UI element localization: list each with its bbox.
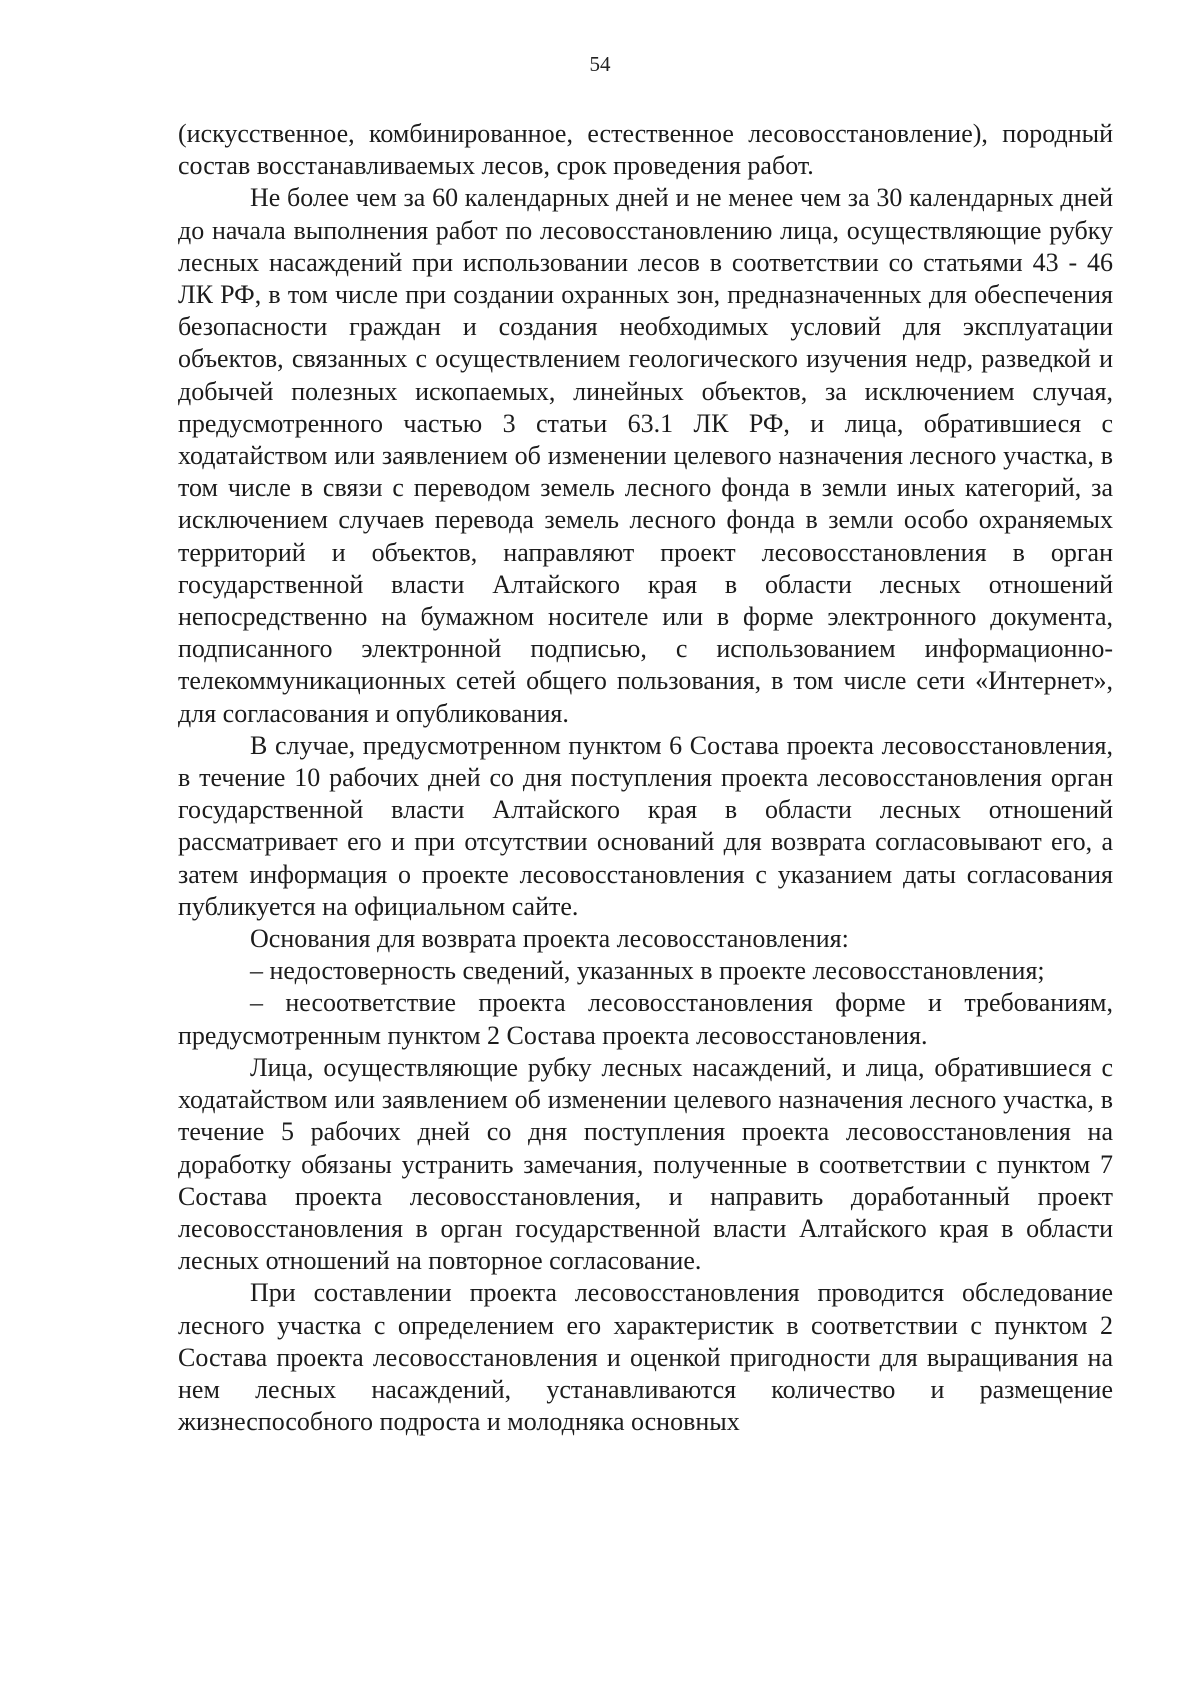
- paragraph: Не более чем за 60 календарных дней и не менее чем за 30 календарных дней до начала выполнения работ по лесовосстановлению лица, осуществляющие рубку лесных насаждений при использовании лесов в соответствии со статьями 43 - 46 ЛК РФ, в том числе при создании охранных зон, предназначенных для обеспечения безопасности граждан и создания необходимых условий для эксплуатации объектов, связанных с осуществлением геологического изучения недр, разведкой и добычей полезных ископаемых, линейных объектов, за исключением случая, предусмотренного частью 3 статьи 63.1 ЛК РФ, и лица, обратившиеся с ходатайством или заявлением об изменении целевого назначения лесного участка, в том числе в связи с переводом земель лесного фонда в земли иных категорий, за исключением случаев перевода земель лесного фонда в земли особо охраняемых территорий и объектов, направляют проект лесовосстановления в орган государственной власти Алтайского края в области лесных отношений непосредственно на бумажном носителе или в форме электронного документа, подписанного электронной подписью, с использованием информационно-телекоммуникационных сетей общего пользования, в том числе сети «Интернет», для согласования и опубликования.: [178, 183, 1113, 728]
- paragraph: В случае, предусмотренном пунктом 6 Состава проекта лесовосстановления, в течение 10 рабочих дней со дня поступления проекта лесовосстановления орган государственной власти Алтайского края в области лесных отношений рассматривает его и при отсутствии оснований для возврата согласовывают его, а затем информация о проекте лесовосстановления с указанием даты согласования публикуется на официальном сайте.: [178, 730, 1113, 921]
- paragraph: При составлении проекта лесовосстановления проводится обследование лесного участка с определением его характеристик в соответствии с пунктом 2 Состава проекта лесовосстановления и оценкой пригодности для выращивания на нем лесных насаждений, устанавливаются количество и размещение жизнеспособного подроста и молодняка основных: [178, 1278, 1113, 1437]
- paragraph: (искусственное, комбинированное, естественное лесовосстановление), породный состав восстанавливаемых лесов, срок проведения работ.: [178, 119, 1113, 181]
- page-number: 54: [589, 52, 611, 76]
- list-item: – несоответствие проекта лесовосстановления форме и требованиям, предусмотренным пунктом 2 Состава проекта лесовосстановления.: [178, 988, 1113, 1050]
- paragraph: Основания для возврата проекта лесовосстановления:: [250, 924, 849, 954]
- list-item: – недостоверность сведений, указанных в проекте лесовосстановления;: [250, 956, 1045, 986]
- paragraph: Лица, осуществляющие рубку лесных насаждений, и лица, обратившиеся с ходатайством или заявлением об изменении целевого назначения лесного участка, в течение 5 рабочих дней со дня поступления проекта лесовосстановления на доработку обязаны устранить замечания, полученные в соответствии с пунктом 7 Состава проекта лесовосстановления, и направить доработанный проект лесовосстановления в орган государственной власти Алтайского края в области лесных отношений на повторное согласование.: [178, 1052, 1113, 1276]
- document-body: [178, 118, 1113, 1438]
